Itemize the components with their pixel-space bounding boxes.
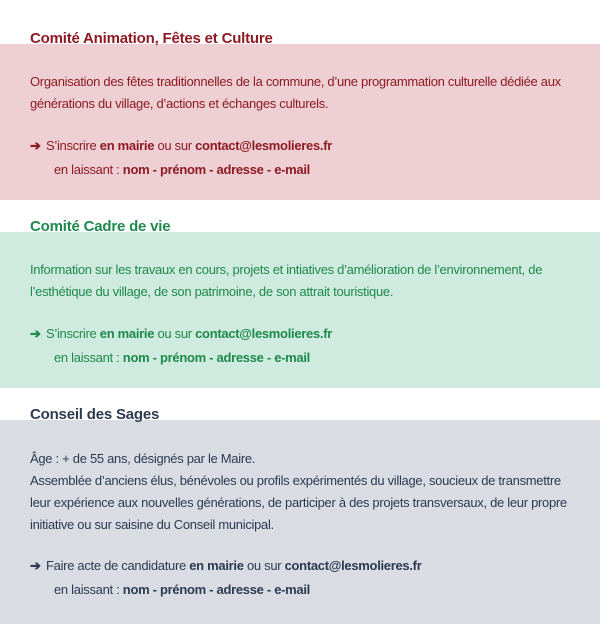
description-line: initiative ou sur saisine du Conseil municipal. <box>30 517 274 532</box>
description-line: générations du village, d’actions et échanges culturels. <box>30 96 329 111</box>
signup-instructions <box>30 134 332 182</box>
signup-instructions <box>30 322 332 370</box>
cta-lead: S’inscrire <box>46 138 100 153</box>
cta-leaving: en laissant : <box>54 162 123 177</box>
description-line: l’esthétique du village, de son patrimoine, de son attrait touristique. <box>30 284 394 299</box>
cta-fields: nom - prénom - adresse - e-mail <box>122 162 310 177</box>
arrow-right-icon: ➔ <box>30 138 41 153</box>
cta-leaving: en laissant : <box>54 582 123 597</box>
cta-place: en mairie <box>99 138 155 153</box>
arrow-right-icon: ➔ <box>30 326 41 341</box>
cta-lead: S’inscrire <box>46 326 100 341</box>
section-title: Comité Cadre de vie <box>30 218 171 235</box>
description-line: Organisation des fêtes traditionnelles de la commune, d’une programmation culturelle dédiée aux <box>30 74 561 89</box>
section-description <box>30 448 590 536</box>
section-title: Comité Animation, Fêtes et Culture <box>30 30 273 47</box>
cta-fields: nom - prénom - adresse - e-mail <box>122 350 310 365</box>
cta-lead: Faire acte de candidature <box>46 558 190 573</box>
section-title: Conseil des Sages <box>30 406 160 423</box>
contact-email-link[interactable]: contact@lesmolieres.fr <box>195 138 332 153</box>
contact-email-link[interactable]: contact@lesmolieres.fr <box>284 558 422 573</box>
cta-or: ou sur <box>243 558 285 573</box>
cta-place: en mairie <box>189 558 244 573</box>
cta-place: en mairie <box>99 326 155 341</box>
description-line: leur expérience aux nouvelles générations, de participer à des projets transversaux, de leur propre <box>30 495 567 510</box>
cta-or: ou sur <box>154 138 196 153</box>
cta-fields: nom - prénom - adresse - e-mail <box>122 582 310 597</box>
cta-leaving: en laissant : <box>54 350 123 365</box>
description-line: Âge : + de 55 ans, désignés par le Maire. <box>30 451 256 466</box>
description-line: Information sur les travaux en cours, projets et intiatives d’amélioration de l’environnement, de <box>30 262 543 277</box>
description-line: Assemblée d’anciens élus, bénévoles ou profils expérimentés du village, soucieux de transmettre <box>30 473 561 488</box>
arrow-right-icon: ➔ <box>30 558 41 573</box>
cta-or: ou sur <box>154 326 196 341</box>
signup-instructions <box>30 554 421 602</box>
section-description <box>30 259 590 303</box>
section-description <box>30 71 590 115</box>
contact-email-link[interactable]: contact@lesmolieres.fr <box>195 326 332 341</box>
